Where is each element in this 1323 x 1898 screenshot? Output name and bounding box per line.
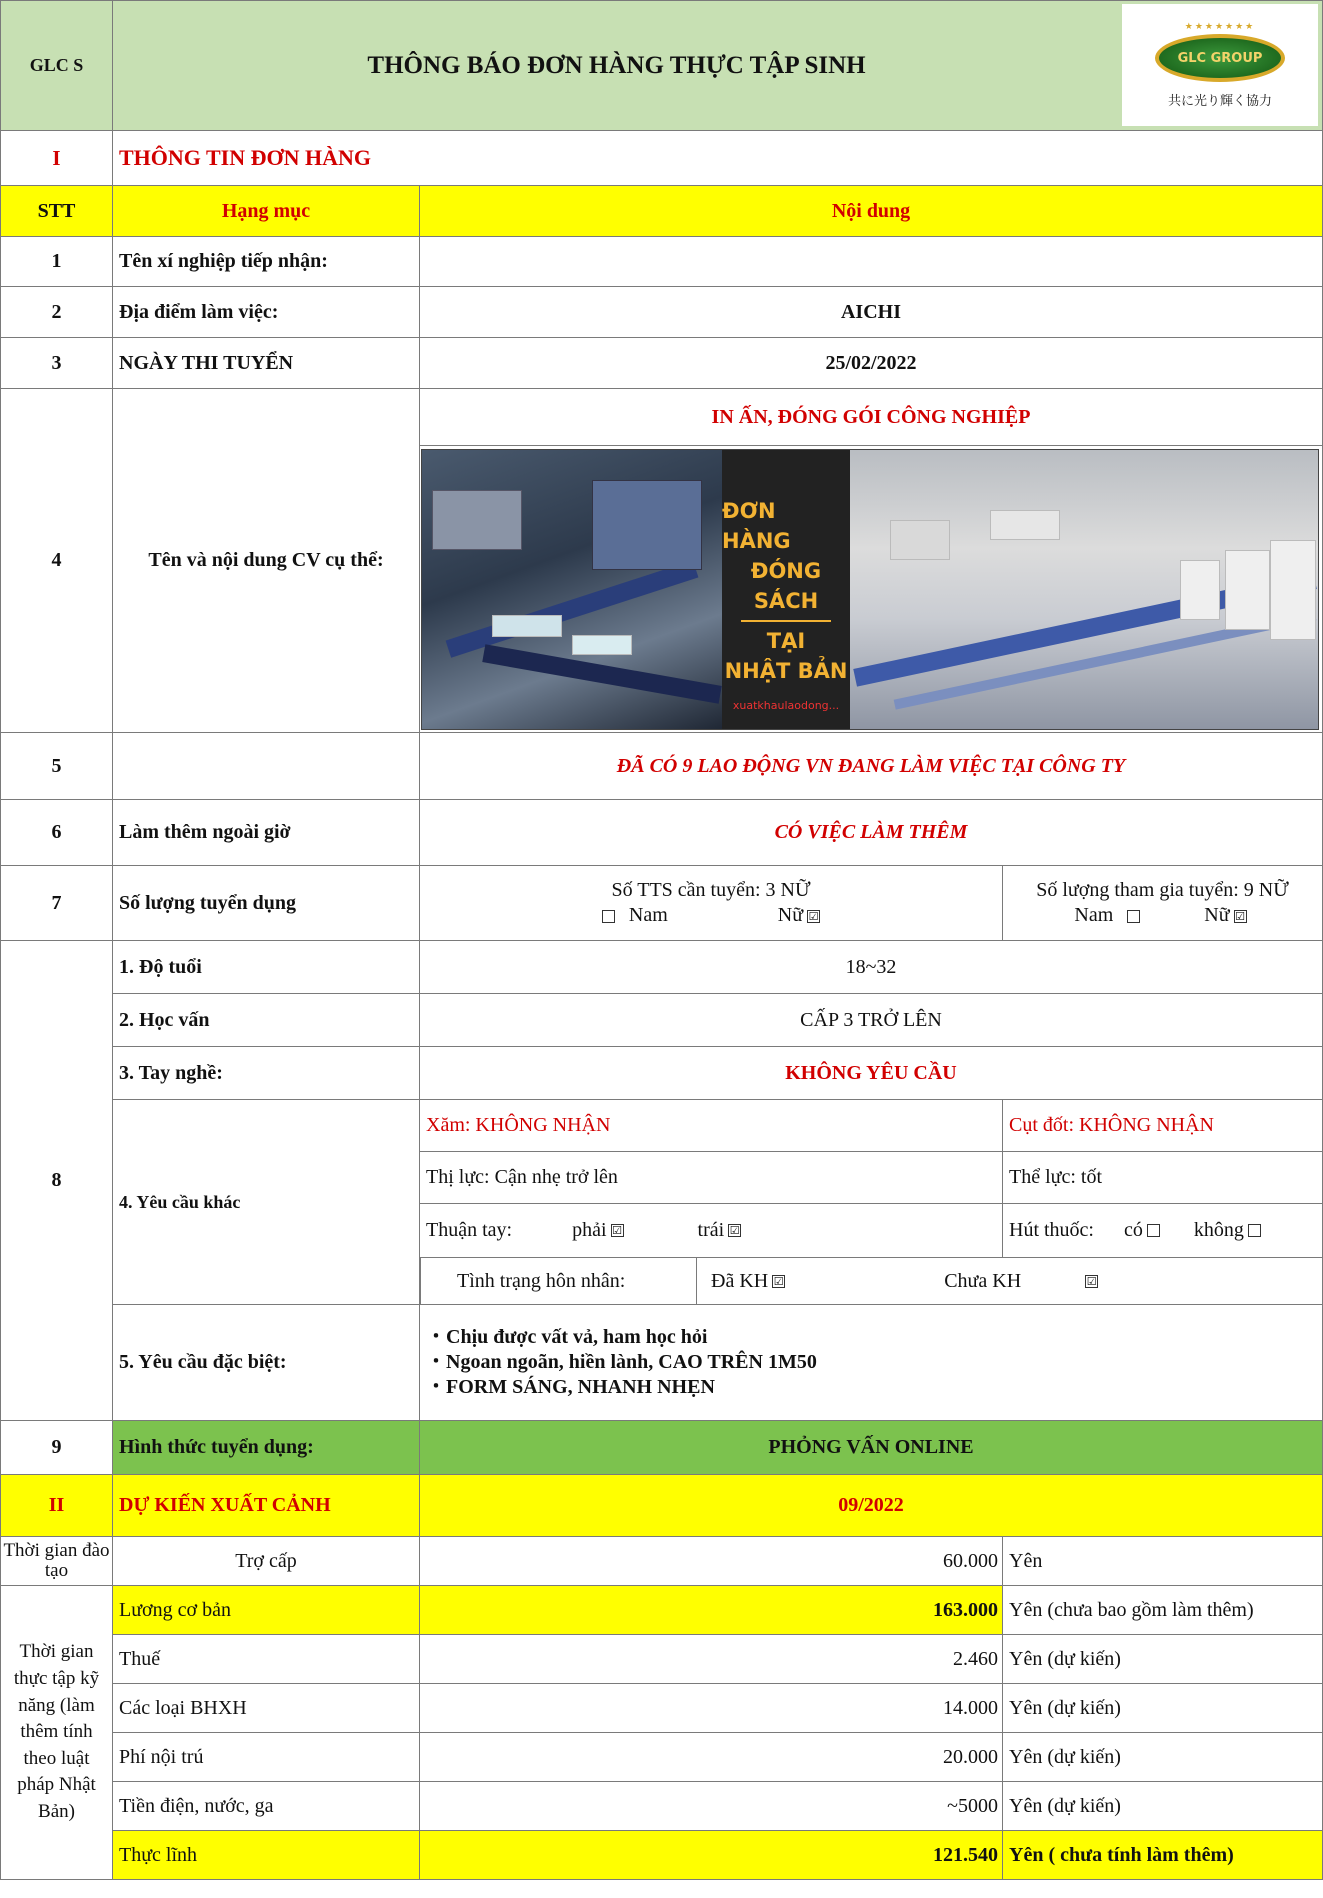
salary-item-value: 14.000 [420,1684,1003,1733]
skill-label: 3. Tay nghề: [113,1047,420,1100]
salary-item-value: 20.000 [420,1733,1003,1782]
header-code: GLC S [0,0,113,131]
male-checkbox-needed [602,910,615,923]
smoke-yes-checkbox [1147,1224,1160,1237]
row9-stt: 9 [0,1421,113,1475]
row6-stt: 6 [0,800,113,866]
finger-requirement: Cụt đốt: KHÔNG NHẬN [1003,1100,1323,1152]
salary-item-label: Lương cơ bản [113,1586,420,1635]
row3-stt: 3 [0,338,113,389]
salary-item-value: 2.460 [420,1635,1003,1684]
female-checkbox-participants: ☑ [1235,909,1246,923]
net-salary-value: 121.540 [420,1831,1003,1880]
row7-label: Số lượng tuyển dụng [113,866,420,941]
logo-emblem: GLC GROUP [1155,34,1285,82]
practice-period-label: Thời gian thực tập kỹ năng (làm thêm tính theo luật pháp Nhật Bản) [0,1586,113,1880]
row1-stt: 1 [0,237,113,287]
training-period-label: Thời gian đào tạo [0,1537,113,1586]
section1-number: I [0,131,113,186]
glc-logo [1122,4,1318,126]
special-req-item: ・FORM SÁNG, NHANH NHẸN [426,1376,715,1398]
age-label: 1. Độ tuổi [113,941,420,994]
salary-item-label: Thuế [113,1635,420,1684]
marital-status-label: Tình trạng hôn nhân: [420,1258,697,1305]
photo-machine-left [422,450,722,730]
salary-item-label: Các loại BHXH [113,1684,420,1733]
special-req-item: ・Ngoan ngoãn, hiền lành, CAO TRÊN 1M50 [426,1351,817,1373]
salary-item-unit: Yên (chưa bao gồm làm thêm) [1003,1586,1323,1635]
col-content: Nội dung [420,186,1323,237]
salary-item-unit: Yên (dự kiến) [1003,1684,1323,1733]
row6-value: CÓ VIỆC LÀM THÊM [420,800,1323,866]
job-photo [421,449,1319,730]
row1-label: Tên xí nghiệp tiếp nhận: [113,237,420,287]
salary-item-unit: Yên (dự kiến) [1003,1733,1323,1782]
photo-caption-banner: ĐƠN HÀNG ĐÓNG SÁCH TẠI NHẬT BẢN xuatkhaulaodong... [722,450,850,730]
row1-value [420,237,1323,287]
allowance-unit: Yên [1003,1537,1323,1586]
salary-item-label: Phí nội trú [113,1733,420,1782]
row4-label: Tên và nội dung CV cụ thể: [113,389,420,733]
row4-stt: 4 [0,389,113,733]
male-checkbox-participants [1127,910,1140,923]
col-stt: STT [0,186,113,237]
row2-value: AICHI [420,287,1323,338]
salary-item-value: ~5000 [420,1782,1003,1831]
row9-label: Hình thức tuyển dụng: [113,1421,420,1475]
section2-number: II [0,1475,113,1537]
fitness-requirement: Thể lực: tốt [1003,1152,1323,1204]
photo-factory-right [850,450,1319,730]
right-hand-checkbox: ☑ [612,1224,622,1237]
handedness-requirement: Thuận tay: phải ☑ trái ☑ [420,1204,1003,1258]
row9-value: PHỎNG VẤN ONLINE [420,1421,1323,1475]
section1-title: THÔNG TIN ĐƠN HÀNG [113,131,1323,186]
row7-needed: Số TTS cần tuyển: 3 NỮ Nam Nữ ☑ [420,866,1003,941]
smoke-no-checkbox [1248,1224,1261,1237]
row5-value: ĐÃ CÓ 9 LAO ĐỘNG VN ĐANG LÀM VIỆC TẠI CÔNG TY [420,733,1323,800]
married-checkbox: ☑ [773,1274,784,1288]
marital-status-options: Đã KH ☑ Chưa KH ☑ [697,1258,1323,1305]
smoking-requirement: Hút thuốc: có không [1003,1204,1323,1258]
special-req-item: ・Chịu được vất vả, ham học hỏi [426,1326,708,1348]
row2-stt: 2 [0,287,113,338]
row2-label: Địa điểm làm việc: [113,287,420,338]
allowance-label: Trợ cấp [113,1537,420,1586]
salary-item-label: Tiền điện, nước, ga [113,1782,420,1831]
left-hand-checkbox: ☑ [729,1224,740,1237]
education-value: CẤP 3 TRỞ LÊN [420,994,1323,1047]
row7-participants: Số lượng tham gia tuyển: 9 NỮ Nam Nữ ☑ [1003,866,1323,941]
special-req-list [420,1305,1323,1421]
tattoo-requirement: Xăm: KHÔNG NHẬN [420,1100,1003,1152]
row3-value: 25/02/2022 [420,338,1323,389]
allowance-value: 60.000 [420,1537,1003,1586]
row5-stt: 5 [0,733,113,800]
skill-value: KHÔNG YÊU CẦU [420,1047,1323,1100]
education-label: 2. Học vấn [113,994,420,1047]
page-title: THÔNG BÁO ĐƠN HÀNG THỰC TẬP SINH [113,0,1120,131]
other-req-label: 4. Yêu cầu khác [113,1100,420,1305]
row3-label: NGÀY THI TUYỂN [113,338,420,389]
row8-stt: 8 [0,941,113,1421]
salary-item-unit: Yên (dự kiến) [1003,1635,1323,1684]
age-value: 18~32 [420,941,1323,994]
single-checkbox: ☑ [1086,1274,1097,1288]
row6-label: Làm thêm ngoài giờ [113,800,420,866]
net-salary-label: Thực lĩnh [113,1831,420,1880]
salary-item-unit: Yên (dự kiến) [1003,1782,1323,1831]
col-category: Hạng mục [113,186,420,237]
logo-slogan: 共に光り輝く協力 [1167,94,1272,109]
row4-job-title: IN ẤN, ĐÓNG GÓI CÔNG NGHIỆP [420,389,1323,446]
section2-title: DỰ KIẾN XUẤT CẢNH [113,1475,420,1537]
net-salary-unit: Yên ( chưa tính làm thêm) [1003,1831,1323,1880]
row5-label [113,733,420,800]
logo-stars-icon: ★★★★★★★ [1184,21,1256,31]
eyesight-requirement: Thị lực: Cận nhẹ trở lên [420,1152,1003,1204]
female-checkbox-needed: ☑ [808,909,819,923]
section2-value: 09/2022 [420,1475,1323,1537]
salary-item-value: 163.000 [420,1586,1003,1635]
row7-stt: 7 [0,866,113,941]
special-req-label: 5. Yêu cầu đặc biệt: [113,1305,420,1421]
